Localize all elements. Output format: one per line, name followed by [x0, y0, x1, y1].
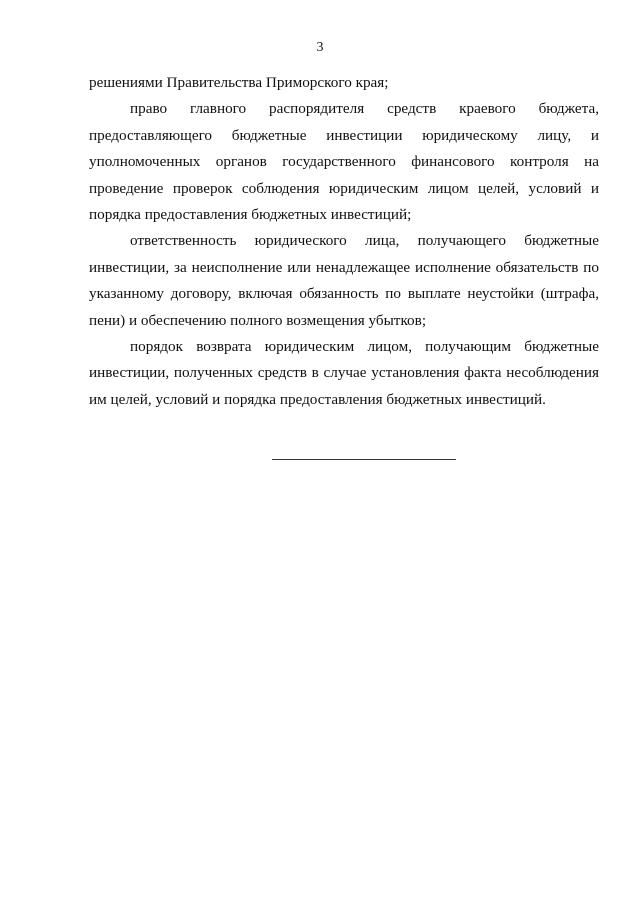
closing-rule [272, 459, 456, 460]
page-number: 3 [316, 40, 324, 55]
paragraph-inspection-rights: право главного распорядителя средств краевого бюджета, предоставляющего бюджетные инвестиции юридическому лицу, и уполномоченных органов государственного финансового контроля на проведение проверок соблюдения юридическим лицом целей, условий и порядка предоставления бюджетных инвестиций; [89, 100, 599, 224]
document-body [89, 70, 599, 413]
paragraph-continuation: решениями Правительства Приморского края; [89, 74, 389, 91]
paragraph-liability: ответственность юридического лица, получающего бюджетные инвестиции, за неисполнение или ненадлежащее исполнение обязательств по указанному договору, включая обязанность по выплате неустойки (штрафа, пени) и обеспечению полного возмещения убытков; [89, 232, 599, 329]
paragraph-refund-procedure: порядок возврата юридическим лицом, получающим бюджетные инвестиции, полученных средств в случае установления факта несоблюдения им целей, условий и порядка предоставления бюджетных инвестиций. [89, 338, 599, 408]
